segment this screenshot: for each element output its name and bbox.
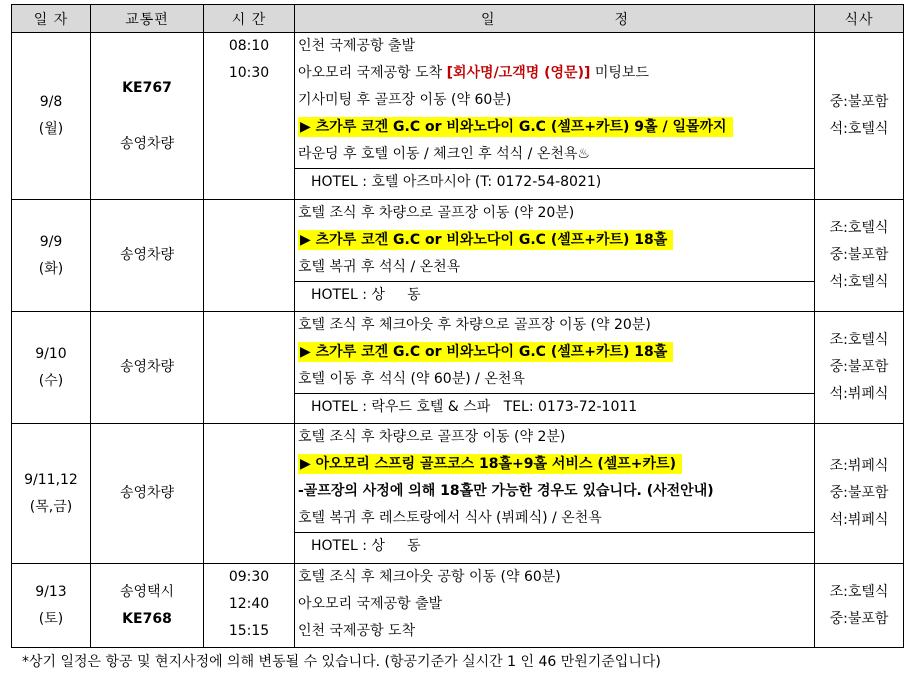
date-stack (12, 341, 90, 395)
schedule-line: -골프장의 사정에 의해 18홀만 가능한 경우도 있습니다. (사전안내) (298, 483, 714, 499)
date-stack (12, 229, 90, 283)
meal-value: 조:뷔페식 (829, 458, 889, 474)
meal-stack (815, 327, 903, 408)
meal-value: 석:호텔식 (829, 274, 889, 290)
time-cell (204, 312, 295, 424)
transport-stack (91, 480, 203, 507)
meal-cell (815, 33, 904, 200)
meal-value: 조:호텔식 (829, 220, 889, 236)
meal-cell (815, 312, 904, 424)
transport-mode: 송영차량 (119, 247, 175, 263)
header-schedule-char: 일 (480, 11, 495, 28)
transport-stack (91, 354, 203, 381)
meal-cell (815, 564, 904, 648)
schedule-line: 인천 국제공항 출발 (298, 38, 416, 54)
schedule-line (295, 114, 814, 141)
highlight-golf-course: ▶ 츠가루 코겐 G.C or 비와노다이 G.C (셀프+카트) 18홀 (298, 342, 673, 362)
weekday-value: (목,금) (29, 498, 73, 515)
transport-mode: 송영차량 (119, 485, 175, 501)
meal-value: 석:뷔페식 (829, 386, 889, 402)
footnote: *상기 일정은 항공 및 현지사정에 의해 변동될 수 있습니다. (항공기준가 실시간 1 인 46 만원기준입니다) (22, 654, 661, 670)
flight-number: KE767 (122, 79, 172, 96)
meal-value: 석:뷔페식 (829, 512, 889, 528)
time-cell (204, 33, 295, 200)
time-value: 15:15 (228, 623, 270, 639)
meal-cell (815, 200, 904, 312)
date-stack (12, 579, 90, 633)
transport-stack (91, 579, 203, 633)
schedule-row (12, 200, 904, 312)
hotel-info: HOTEL : 락우드 호텔 & 스파 TEL: 0173-72-1011 (295, 393, 814, 421)
hotel-info: HOTEL : 상 동 (295, 281, 814, 309)
header-schedule (295, 5, 815, 33)
transport-stack (91, 75, 203, 158)
hotel-info: HOTEL : 호텔 아즈마시아 (T: 0172-54-8021) (295, 168, 814, 196)
meal-cell (815, 424, 904, 564)
schedule-line: 호텔 이동 후 석식 (약 60분) / 온천욕 (298, 371, 525, 387)
date-cell (12, 33, 91, 200)
meeting-board-name: [회사명/고객명 (영문)] (446, 65, 591, 81)
schedule-line: 호텔 복귀 후 석식 / 온천욕 (298, 259, 461, 275)
meal-stack (815, 453, 903, 534)
date-cell (12, 424, 91, 564)
header-row (12, 5, 904, 33)
schedule-line: 호텔 조식 후 체크아웃 공항 이동 (약 60분) (298, 569, 561, 585)
date-stack (12, 89, 90, 143)
date-cell (12, 200, 91, 312)
date-cell (12, 564, 91, 648)
schedule-line: 호텔 복귀 후 레스토랑에서 식사 (뷔페식) / 온천욕 (298, 510, 602, 526)
header-schedule-label (295, 9, 814, 29)
date-value: 9/10 (35, 345, 67, 362)
time-value: 09:30 (228, 569, 270, 585)
schedule-line: 기사미팅 후 골프장 이동 (약 60분) (298, 92, 512, 108)
schedule-row (12, 424, 904, 564)
schedule-line: 호텔 조식 후 차량으로 골프장 이동 (약 20분) (298, 205, 575, 221)
highlight-golf-course: ▶ 츠가루 코겐 G.C or 비와노다이 G.C (셀프+카트) 18홀 (298, 230, 673, 250)
weekday-value: (월) (38, 121, 64, 137)
meal-value: 중:불포함 (829, 485, 889, 501)
transport-cell (91, 564, 204, 648)
header-time: 시 간 (204, 5, 295, 33)
transport-cell (91, 33, 204, 200)
schedule-line: 아오모리 국제공항 출발 (298, 596, 443, 612)
schedule-line: 호텔 조식 후 체크아웃 후 차량으로 골프장 이동 (약 20분) (298, 317, 651, 333)
meal-value: 중:불포함 (829, 359, 889, 375)
schedule-cell (295, 424, 815, 564)
header-meal: 식사 (815, 5, 904, 33)
meal-value: 중:불포함 (829, 247, 889, 263)
meal-stack (815, 89, 903, 143)
highlight-golf-course: ▶ 아오모리 스프링 골프코스 18홀+9홀 서비스 (셀프+카트) (298, 454, 682, 474)
transport-mode: 송영택시 (119, 583, 175, 600)
time-value: 08:10 (228, 38, 270, 54)
date-value: 9/13 (35, 583, 67, 600)
schedule-line: 인천 국제공항 도착 (298, 623, 416, 639)
meal-value: 조:호텔식 (829, 332, 889, 348)
meal-value: 석:호텔식 (829, 121, 889, 137)
header-date: 일 자 (12, 5, 91, 33)
transport-mode: 송영차량 (119, 359, 175, 375)
meal-stack (815, 215, 903, 296)
time-cell (204, 564, 295, 648)
date-value: 9/9 (39, 233, 63, 250)
schedule-line: 호텔 조식 후 차량으로 골프장 이동 (약 2분) (298, 429, 566, 445)
transport-stack (91, 242, 203, 269)
schedule-row (12, 33, 904, 200)
meal-value: 중:불포함 (829, 610, 889, 627)
flight-number: KE768 (122, 610, 172, 627)
transport-cell (91, 200, 204, 312)
time-value: 10:30 (228, 65, 270, 81)
schedule-line (295, 227, 814, 254)
schedule-cell (295, 200, 815, 312)
date-stack (12, 467, 90, 521)
date-value: 9/8 (39, 94, 63, 110)
schedule-line (295, 339, 814, 366)
meal-value: 중:불포함 (829, 94, 889, 110)
schedule-cell (295, 312, 815, 424)
header-transport: 교통편 (91, 5, 204, 33)
schedule-row (12, 312, 904, 424)
schedule-line: 아오모리 국제공항 도착 [회사명/고객명 (영문)] 미팅보드 (298, 65, 649, 81)
time-cell (204, 424, 295, 564)
meal-value: 조:호텔식 (829, 583, 889, 600)
transport-cell (91, 312, 204, 424)
time-cell (204, 200, 295, 312)
schedule-cell (295, 33, 815, 200)
schedule-line: 라운딩 후 호텔 이동 / 체크인 후 석식 / 온천욕♨ (298, 146, 590, 162)
meal-stack (815, 579, 903, 633)
weekday-value: (토) (38, 610, 64, 627)
date-value: 9/11,12 (24, 471, 78, 488)
date-cell (12, 312, 91, 424)
schedule-line (295, 451, 814, 478)
schedule-row (12, 564, 904, 648)
highlight-golf-course: ▶ 츠가루 코겐 G.C or 비와노다이 G.C (셀프+카트) 9홀 / 일몰까지 (298, 117, 733, 137)
header-schedule-char: 정 (614, 11, 629, 28)
time-value: 12:40 (228, 596, 270, 612)
weekday-value: (화) (38, 260, 64, 277)
schedule-cell (295, 564, 815, 648)
transport-cell (91, 424, 204, 564)
itinerary-table (11, 4, 904, 648)
transport-mode: 송영차량 (119, 135, 175, 152)
hotel-info: HOTEL : 상 동 (295, 532, 814, 560)
weekday-value: (수) (38, 372, 64, 389)
